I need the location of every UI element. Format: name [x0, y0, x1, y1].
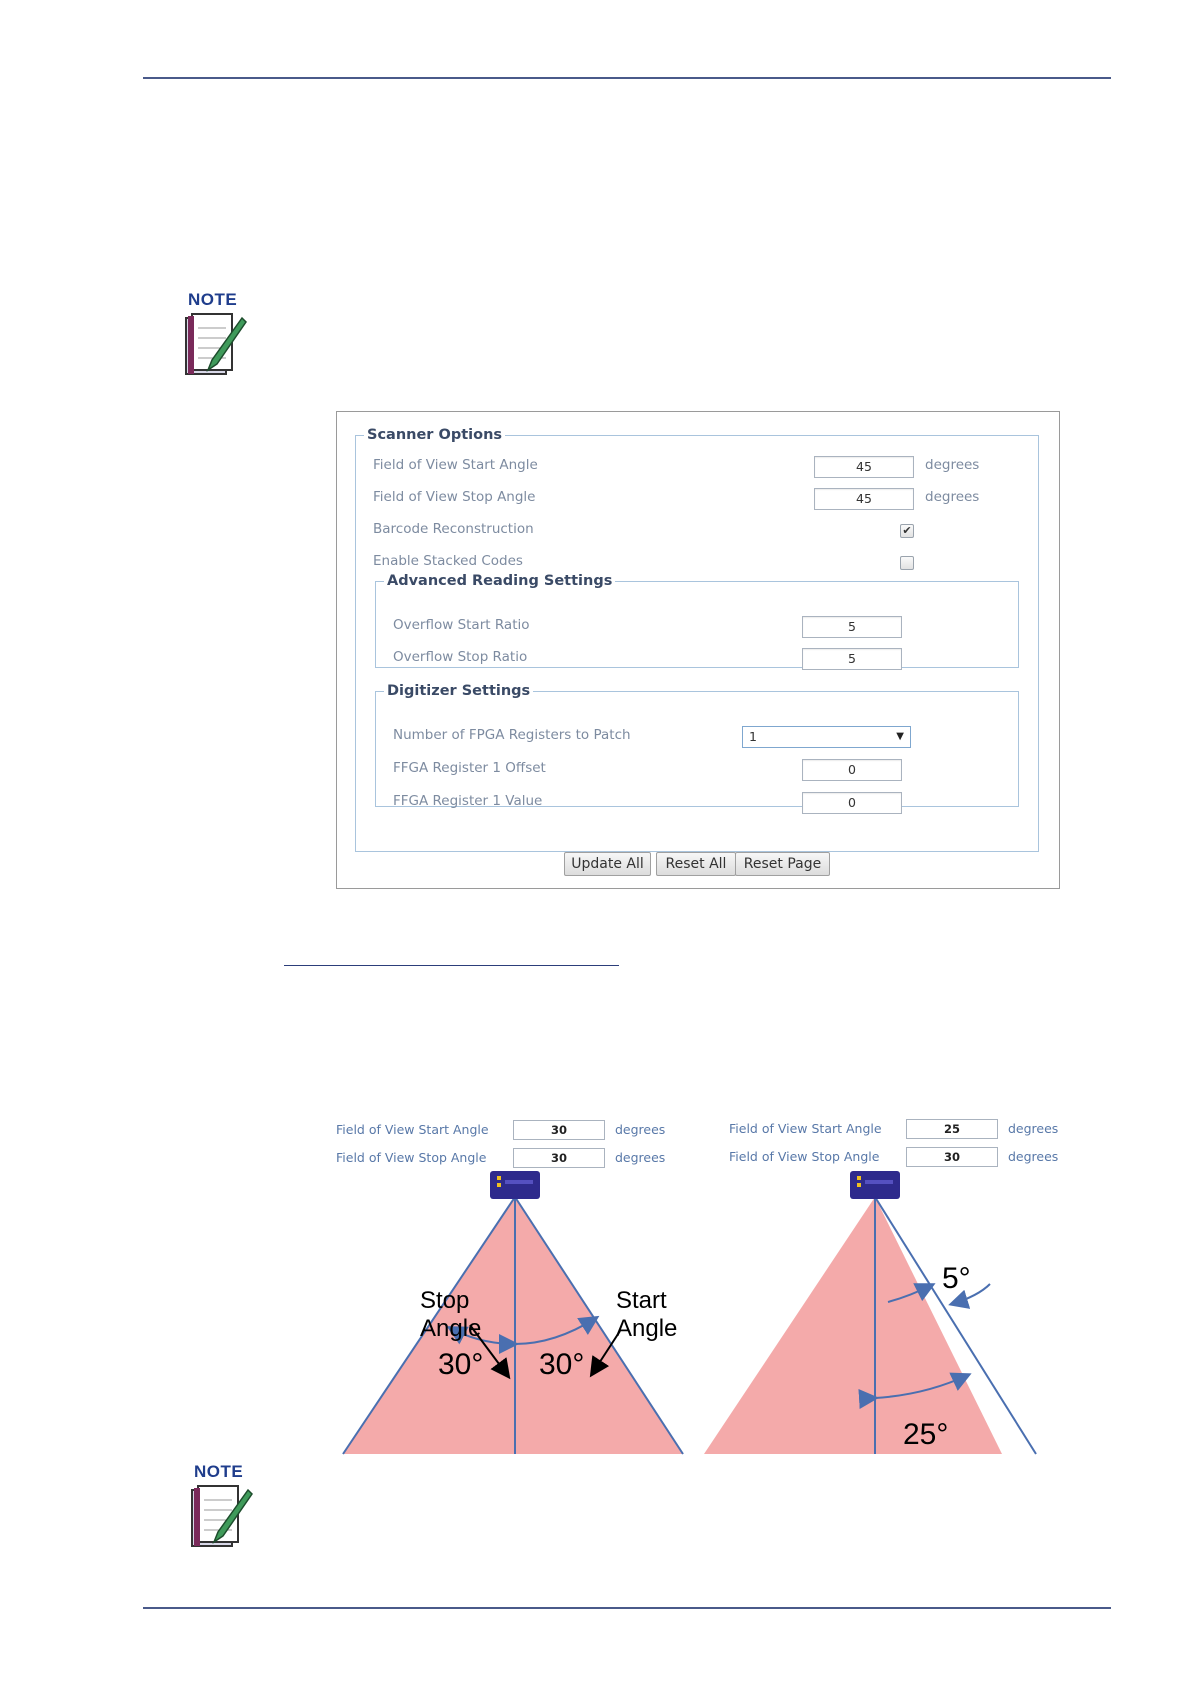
scanner-device-icon [490, 1171, 540, 1199]
right-fov-start-label: Field of View Start Angle [729, 1121, 882, 1136]
digitizer-settings-group [375, 683, 1019, 807]
overflow-stop-input[interactable]: 5 [802, 648, 902, 670]
overflow-stop-label: Overflow Stop Ratio [393, 649, 528, 665]
note-label: NOTE [188, 290, 238, 309]
fov-start-unit: degrees [925, 457, 980, 473]
barcode-reconstruction-checkbox[interactable]: ✔ [900, 524, 914, 538]
right-fov-diagram [700, 1168, 1060, 1458]
fpga-count-label: Number of FPGA Registers to Patch [393, 727, 631, 743]
left-fov-diagram [330, 1168, 700, 1458]
scanner-options-title: Scanner Options [367, 427, 503, 443]
scanner-device-icon-right [850, 1171, 900, 1199]
reset-all-button[interactable]: Reset All [656, 852, 736, 876]
overflow-start-label: Overflow Start Ratio [393, 617, 530, 633]
reg-offset-label: FFGA Register 1 Offset [393, 760, 546, 776]
fov-stop-label: Field of View Stop Angle [373, 489, 536, 505]
fpga-count-select[interactable] [742, 726, 911, 748]
scanner-options-screenshot [336, 411, 1060, 889]
dropdown-arrow-icon: ▼ [896, 731, 904, 742]
left-degree-label: 30° [438, 1348, 484, 1381]
note-pad-icon-2 [186, 1480, 258, 1554]
left-fov-start-unit: degrees [615, 1122, 666, 1137]
right-fov-stop-label: Field of View Stop Angle [729, 1149, 880, 1164]
fov-stop-unit: degrees [925, 489, 980, 505]
left-fov-stop-input[interactable]: 30 [513, 1148, 605, 1168]
header-rule [143, 77, 1111, 79]
right-degree-label: 30° [539, 1348, 585, 1381]
stacked-codes-label: Enable Stacked Codes [373, 553, 523, 569]
note-pad-icon [180, 308, 252, 382]
stacked-codes-checkbox[interactable] [900, 556, 914, 570]
digitizer-settings-title: Digitizer Settings [387, 683, 531, 699]
five-degree-label: 5° [942, 1262, 971, 1295]
note-label-2: NOTE [194, 1462, 244, 1481]
note-callout-1 [180, 290, 258, 380]
reg-offset-input[interactable]: 0 [802, 759, 902, 781]
stop-text-line2: Angle [420, 1315, 482, 1342]
fov-start-input[interactable]: 45 [814, 456, 914, 478]
reset-page-button[interactable]: Reset Page [735, 852, 830, 876]
fov-start-label: Field of View Start Angle [373, 457, 538, 473]
right-fov-stop-input[interactable]: 30 [906, 1147, 998, 1167]
footer-rule [143, 1607, 1111, 1609]
start-text-line2: Angle [616, 1315, 678, 1342]
stop-text-line1: Stop [420, 1287, 470, 1314]
start-text-line1: Start [616, 1287, 667, 1314]
left-fov-start-input[interactable]: 30 [513, 1120, 605, 1140]
update-all-button[interactable]: Update All [564, 852, 651, 876]
reg-value-label: FFGA Register 1 Value [393, 793, 543, 809]
right-scan-cone [704, 1197, 1002, 1454]
note-callout-2 [186, 1462, 264, 1552]
overflow-start-input[interactable]: 5 [802, 616, 902, 638]
barcode-reconstruction-label: Barcode Reconstruction [373, 521, 534, 537]
reg-value-input[interactable]: 0 [802, 792, 902, 814]
left-fov-stop-unit: degrees [615, 1150, 666, 1165]
link-underline[interactable] [284, 965, 619, 966]
right-fov-start-unit: degrees [1008, 1121, 1059, 1136]
left-fov-stop-label: Field of View Stop Angle [336, 1150, 487, 1165]
right-fov-stop-unit: degrees [1008, 1149, 1059, 1164]
right-fov-start-input[interactable]: 25 [906, 1119, 998, 1139]
twentyfive-degree-label: 25° [903, 1418, 949, 1451]
fov-stop-input[interactable]: 45 [814, 488, 914, 510]
fpga-count-value: 1 [749, 729, 757, 744]
advanced-reading-title: Advanced Reading Settings [387, 573, 613, 589]
left-fov-start-label: Field of View Start Angle [336, 1122, 489, 1137]
